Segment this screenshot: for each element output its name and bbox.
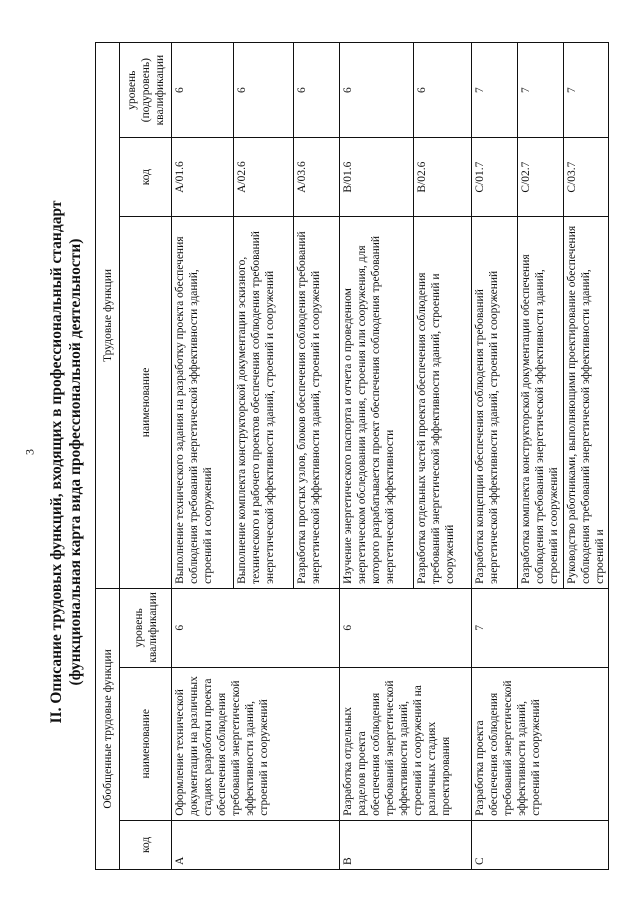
rotated-page-content: [47, 42, 631, 882]
function-level: 6: [294, 43, 340, 138]
group-level: 6: [172, 588, 340, 667]
header-function-level: уровень (подуровень) квалификации: [120, 43, 172, 138]
group-level: 7: [472, 588, 609, 667]
group-name: Разработка проекта обеспечения соблюдения требований энергетической эффективности зданий, строений и сооружений: [472, 667, 609, 820]
group-code: B: [340, 820, 472, 869]
function-name: Изучение энергетического паспорта и отчета о проведенном энергетическом обследовании здания, строения или сооружения, для которого разрабатывается проект обеспечения соблюдения требований энергетической эффективности: [340, 216, 414, 588]
header-name: наименование: [120, 667, 172, 820]
function-code: A/03.6: [294, 138, 340, 217]
function-name: Выполнение комплекта конструкторской документации эскизного, технического и рабочего проектов обеспечения соблюдения требований энергетической эффективности зданий, строений и сооружений: [234, 216, 294, 588]
group-code: A: [172, 820, 340, 869]
group-name: Разработка отдельных разделов проекта обеспечения соблюдения требований энергетической эффективности зданий, строений и сооружений на различных стадиях проектирования: [340, 667, 472, 820]
function-name: Разработка концепции обеспечения соблюдения требований энергетической эффективности зданий, строений и сооружений: [472, 216, 518, 588]
function-code: C/03.7: [564, 138, 609, 217]
section-title: [47, 42, 85, 882]
group-name: Оформление технической документации на различных стадиях разработки проекта обеспечения соблюдения требований энергетической эффективности зданий, строений и сооружений: [172, 667, 340, 820]
header-generalized: Обобщенные трудовые функции: [96, 588, 120, 869]
header-functions: Трудовые функции: [96, 43, 120, 589]
function-level: 7: [564, 43, 609, 138]
function-code: C/02.7: [518, 138, 564, 217]
function-level: 6: [414, 43, 472, 138]
functional-map-table: [95, 42, 609, 870]
function-code: B/02.6: [414, 138, 472, 217]
function-level: 6: [172, 43, 234, 138]
header-function-name: наименование: [120, 216, 172, 588]
header-level: уровень квалификации: [120, 588, 172, 667]
function-code: C/01.7: [472, 138, 518, 217]
function-level: 7: [518, 43, 564, 138]
function-level: 6: [340, 43, 414, 138]
function-name: Руководство работниками, выполняющими проектирование обеспечения соблюдения требований энергетической эффективности зданий, строений и: [564, 216, 609, 588]
function-code: A/02.6: [234, 138, 294, 217]
title-line-2: (функциональная карта вида профессиональной деятельности): [67, 238, 84, 686]
group-level: 6: [340, 588, 472, 667]
function-name: Разработка простых узлов, блоков обеспечения соблюдения требований энергетической эффективности зданий, строений и сооружений: [294, 216, 340, 588]
page-number: 3: [22, 449, 37, 455]
header-code: код: [120, 820, 172, 869]
function-name: Разработка отдельных частей проекта обеспечения соблюдения требований энергетической эффективности зданий, строений и сооружений: [414, 216, 472, 588]
group-code: C: [472, 820, 609, 869]
header-function-code: код: [120, 138, 172, 217]
title-line-1: II. Описание трудовых функций, входящих в профессиональный стандарт: [48, 200, 65, 724]
function-name: Разработка комплекта конструкторской документации обеспечения соблюдения требований энергетической эффективности зданий, строений и сооружений: [518, 216, 564, 588]
function-level: 7: [472, 43, 518, 138]
function-name: Выполнение технического задания на разработку проекта обеспечения соблюдения требований энергетической эффективности зданий, строений и сооружений: [172, 216, 234, 588]
function-code: B/01.6: [340, 138, 414, 217]
function-code: A/01.6: [172, 138, 234, 217]
function-level: 6: [234, 43, 294, 138]
